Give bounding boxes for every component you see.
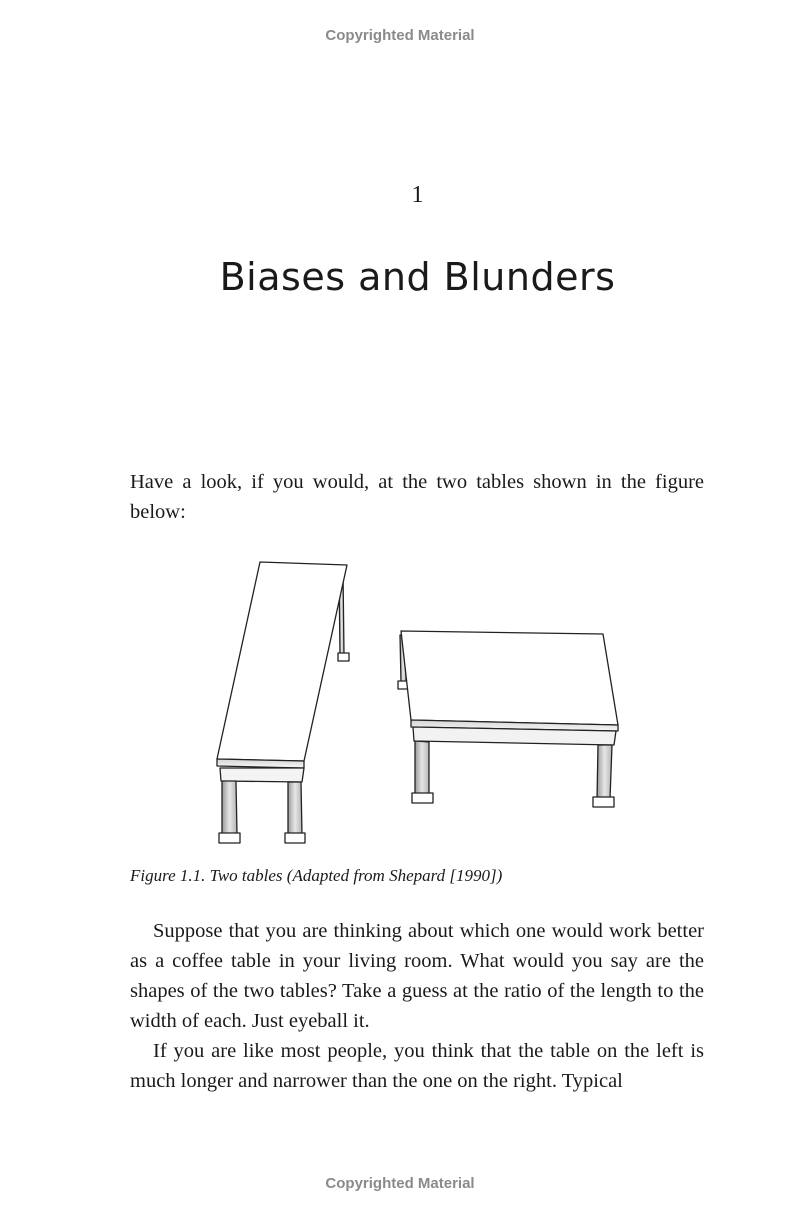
header-copyright: Copyrighted Material xyxy=(325,27,475,44)
paragraph-most-people: If you are like most people, you think that the table on the left is much longer and narrower than the one on the right. Typical xyxy=(130,1040,704,1092)
figure-caption: Figure 1.1. Two tables (Adapted from Shepard [1990]) xyxy=(130,866,503,885)
two-tables-illustration xyxy=(200,555,640,855)
left-table xyxy=(217,562,349,843)
right-table xyxy=(398,631,618,807)
paragraph-coffee-table: Suppose that you are thinking about which one would work better as a coffee table in your living room. What would you say are the shapes of the two tables? Take a guess at the ratio of the length to the width of each. Just eyeball it. xyxy=(130,920,704,1032)
chapter-title: Biases and Blunders xyxy=(219,255,616,299)
chapter-number: 1 xyxy=(411,182,424,208)
paragraph-intro: Have a look, if you would, at the two tables shown in the figure below: xyxy=(130,471,704,523)
footer-copyright: Copyrighted Material xyxy=(325,1175,475,1192)
